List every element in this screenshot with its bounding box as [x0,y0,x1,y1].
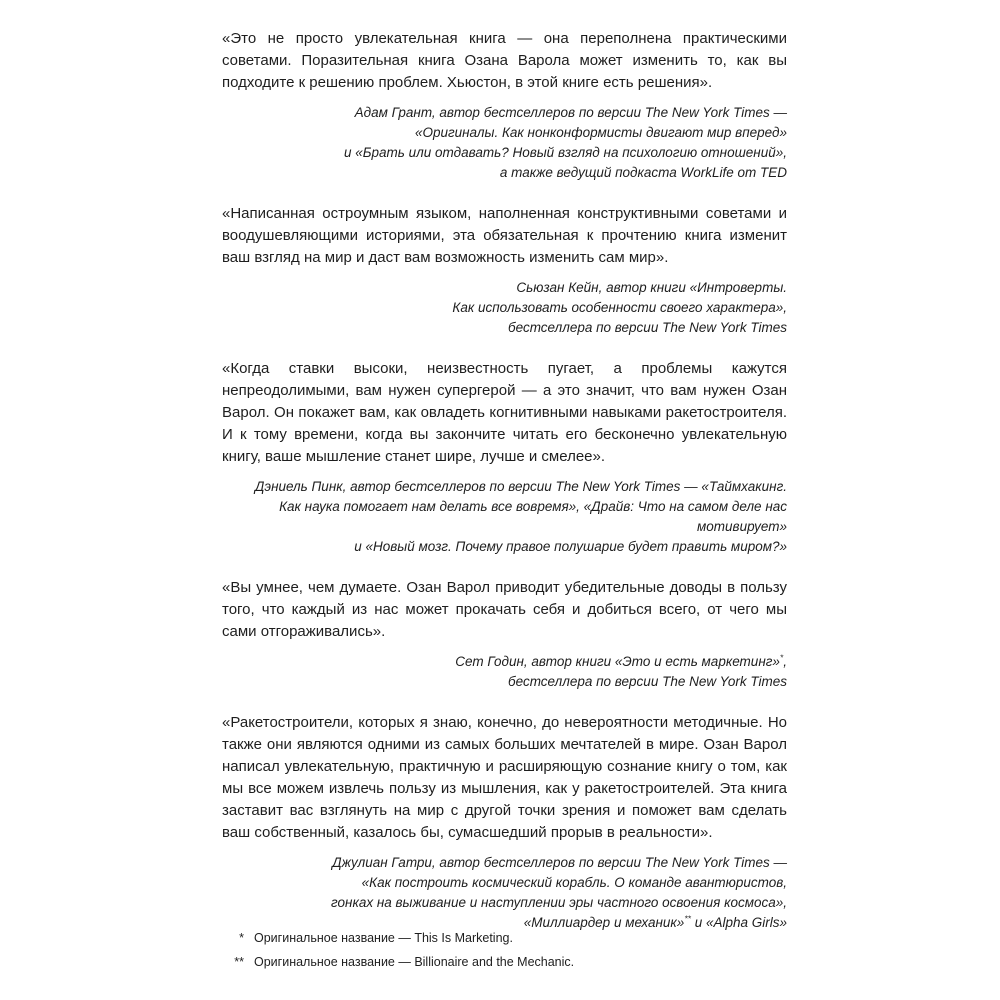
attribution-text: а также ведущий подкаста WorkLife от TED [499,165,787,180]
attribution-line [222,278,787,298]
testimonial-attribution [222,278,787,338]
footnote [230,950,790,974]
footnote-text: Оригинальное название — This Is Marketing. [254,931,513,945]
testimonials-text-block [222,28,787,953]
testimonial-adam-grant [222,28,787,183]
attribution-text: бестселлера по версии The New York Times [508,320,787,335]
attribution-line [222,652,787,672]
attribution-text: «Оригиналы. Как нонконформисты двигают мир вперед» [414,125,787,140]
footnote-marker: ** [234,955,244,969]
testimonial-seth-godin [222,577,787,692]
attribution-line [222,893,787,913]
testimonial-attribution [222,477,787,557]
testimonial-daniel-pink [222,358,787,557]
testimonial-attribution [222,652,787,692]
attribution-text: Сьюзан Кейн, автор книги «Интроверты. [516,280,787,295]
attribution-text: гонках на выживание и наступлении эры частного освоения космоса», [331,895,787,910]
footnote-text: Оригинальное название — Billionaire and the Mechanic. [254,955,575,969]
attribution-line [222,537,787,557]
attribution-text: Как наука помогает нам делать все вовремя», «Драйв: Что на самом деле нас мотивирует» [279,499,787,534]
attribution-text-post: и «Alpha Girls» [690,915,787,930]
testimonial-quote: «Написанная остроумным языком, наполненная конструктивными советами и воодушевляющими историями, эта обязательная к прочтению книга изменит ваш взгляд на мир и даст вам возможность изменить сам мир». [222,205,787,266]
attribution-line [222,143,787,163]
attribution-line [222,103,787,123]
attribution-text: и «Брать или отдавать? Новый взгляд на психологию отношений», [343,145,787,160]
attribution-text: и «Новый мозг. Почему правое полушарие будет править миром?» [354,539,787,554]
testimonial-julian-guthrie [222,712,787,933]
footnote-marker: * [239,931,244,945]
footnote-ref-marker: * [779,652,784,663]
testimonial-quote: «Вы умнее, чем думаете. Озан Варол приводит убедительные доводы в пользу того, что каждый из нас может прокачать себя и добиться всего, от чего мы сами отгораживались». [222,579,787,640]
attribution-line [222,318,787,338]
attribution-text: Как использовать особенности своего характера», [452,300,787,315]
attribution-line [222,497,787,537]
attribution-text: Джулиан Гатри, автор бестселлеров по версии The New York Times — [332,855,787,870]
testimonial-susan-cain [222,203,787,338]
attribution-line [222,298,787,318]
attribution-line [222,163,787,183]
testimonial-attribution [222,103,787,183]
attribution-line [222,477,787,497]
attribution-text-post: , [783,654,787,669]
testimonial-quote: «Когда ставки высоки, неизвестность пугает, а проблемы кажутся непреодолимыми, вам нужен супергерой — а это значит, что вам нужен Озан Варол. Он покажет вам, как овладеть когнитивными навыками ракетостроителя. И к тому времени, когда вы закончите читать его бесконечно увлекательную книгу, ваше мышление станет шире, лучше и смелее». [222,360,787,465]
footnote [230,926,790,950]
attribution-line [222,123,787,143]
testimonial-attribution [222,853,787,933]
footnote-ref-marker: ** [684,913,691,924]
attribution-line [222,672,787,692]
attribution-text: «Как построить космический корабль. О команде авантюристов, [361,875,787,890]
attribution-line [222,873,787,893]
attribution-line [222,853,787,873]
attribution-text: бестселлера по версии The New York Times [508,674,787,689]
attribution-text: Дэниель Пинк, автор бестселлеров по версии The New York Times — «Таймхакинг. [254,479,787,494]
attribution-text: «Миллиардер и механик» [523,915,685,930]
testimonial-quote: «Это не просто увлекательная книга — она переполнена практическими советами. Поразительная книга Озана Варола может изменить то, как вы подходите к решению проблем. Хьюстон, в этой книге есть решения». [222,30,787,91]
footnotes [230,926,790,974]
testimonial-quote: «Ракетостроители, которых я знаю, конечно, до невероятности методичные. Но также они являются одними из самых больших мечтателей в мире. Озан Варол написал увлекательную, практичную и расширяющую сознание книгу о том, как мы все можем извлечь пользу из мышления, как у ракетостроителей. Эта книга заставит вас взглянуть на мир с другой точки зрения и поможет вам сделать ваш собственный, казалось бы, сумасшедший прорыв в реальности». [222,714,787,841]
attribution-text: Адам Грант, автор бестселлеров по версии The New York Times — [354,105,787,120]
attribution-text: Сет Годин, автор книги «Это и есть маркетинг» [455,654,780,669]
